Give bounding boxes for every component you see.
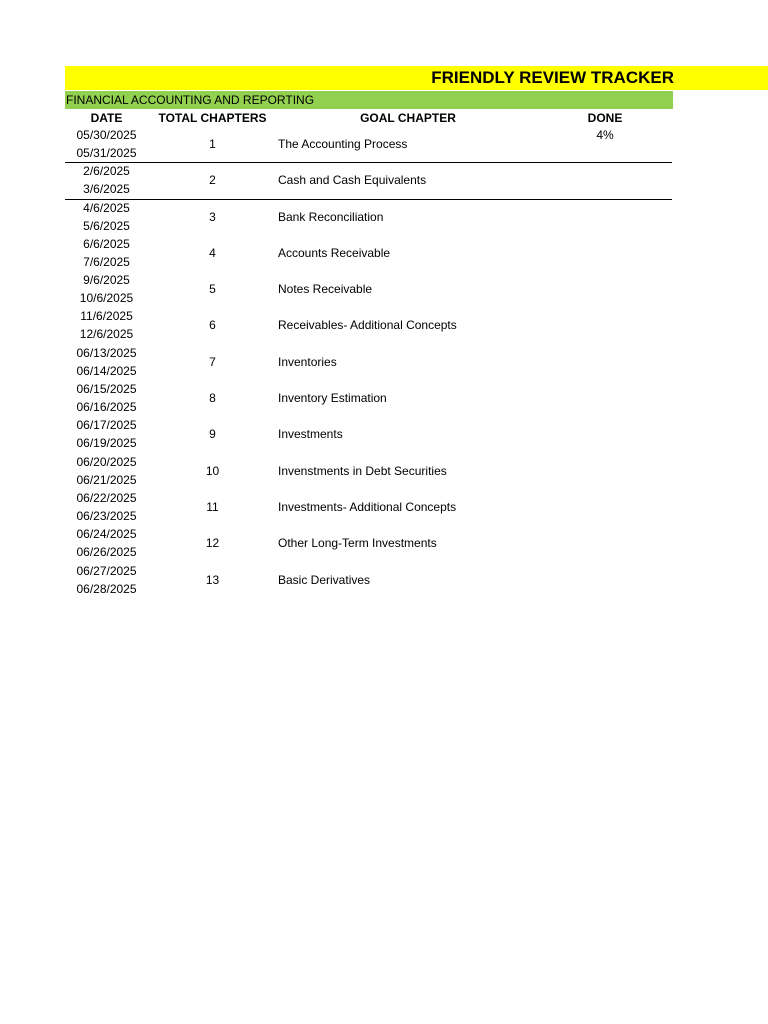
chapter-number: 4 bbox=[209, 245, 216, 260]
start-date: 06/22/2025 bbox=[76, 490, 137, 505]
goal-chapter: Inventories bbox=[278, 354, 337, 369]
column-headers bbox=[65, 110, 672, 126]
goal-chapter: The Accounting Process bbox=[278, 137, 408, 151]
start-date: 06/15/2025 bbox=[76, 382, 137, 397]
goal-chapter: Basic Derivatives bbox=[278, 572, 371, 587]
end-date: 06/19/2025 bbox=[76, 436, 137, 451]
goal-chapter: Cash and Cash Equivalents bbox=[278, 173, 427, 188]
table-row bbox=[65, 381, 672, 417]
start-date: 06/20/2025 bbox=[76, 454, 137, 469]
start-date: 06/17/2025 bbox=[76, 418, 137, 433]
end-date: 06/26/2025 bbox=[76, 545, 137, 560]
end-date: 3/6/2025 bbox=[83, 182, 130, 197]
start-date: 9/6/2025 bbox=[83, 273, 130, 288]
chapter-number: 10 bbox=[205, 463, 220, 478]
table-row bbox=[65, 563, 672, 599]
chapter-number: 1 bbox=[209, 137, 216, 151]
goal-chapter: Accounts Receivable bbox=[278, 245, 391, 260]
start-date: 6/6/2025 bbox=[83, 236, 130, 251]
done-header: DONE bbox=[587, 111, 623, 125]
end-date: 06/28/2025 bbox=[76, 581, 137, 596]
table-row bbox=[65, 526, 672, 562]
end-date: 05/31/2025 bbox=[76, 146, 137, 160]
start-date: 4/6/2025 bbox=[83, 200, 130, 215]
start-date: 06/13/2025 bbox=[76, 345, 137, 360]
table-row bbox=[65, 236, 672, 272]
goal-chapter: Invenstments in Debt Securities bbox=[278, 463, 447, 478]
chapter-number: 12 bbox=[205, 536, 220, 551]
goal-chapter: Notes Receivable bbox=[278, 282, 373, 297]
table-row bbox=[65, 200, 672, 236]
chapter-number: 7 bbox=[209, 354, 216, 369]
start-date: 2/6/2025 bbox=[83, 164, 130, 179]
end-date: 06/16/2025 bbox=[76, 400, 137, 415]
end-date: 10/6/2025 bbox=[79, 291, 134, 306]
start-date: 06/24/2025 bbox=[76, 527, 137, 542]
end-date: 12/6/2025 bbox=[79, 327, 134, 342]
start-date: 05/30/2025 bbox=[76, 128, 137, 142]
goal-chapter-header: GOAL CHAPTER bbox=[360, 111, 456, 125]
date-header: DATE bbox=[90, 111, 123, 125]
start-date: 11/6/2025 bbox=[80, 309, 133, 324]
chapter-number: 8 bbox=[209, 391, 216, 406]
chapter-table bbox=[65, 127, 672, 599]
chapter-number: 9 bbox=[209, 427, 216, 442]
chapter-number: 11 bbox=[206, 499, 219, 514]
end-date: 06/14/2025 bbox=[76, 363, 137, 378]
goal-chapter: Bank Reconciliation bbox=[278, 209, 384, 224]
table-row bbox=[65, 163, 672, 199]
section-header: FINANCIAL ACCOUNTING AND REPORTING bbox=[65, 91, 673, 109]
chapter-number: 6 bbox=[209, 318, 216, 333]
chapter-number: 5 bbox=[209, 282, 216, 297]
total-chapters-header: TOTAL CHAPTERS bbox=[158, 111, 267, 125]
chapter-number: 2 bbox=[209, 173, 216, 188]
table-row bbox=[65, 272, 672, 308]
title-bar bbox=[65, 66, 768, 90]
end-date: 5/6/2025 bbox=[83, 218, 130, 233]
table-row bbox=[65, 308, 672, 344]
goal-chapter: Inventory Estimation bbox=[278, 391, 387, 406]
start-date: 06/27/2025 bbox=[76, 563, 137, 578]
goal-chapter: Other Long-Term Investments bbox=[278, 536, 437, 551]
table-row bbox=[65, 127, 672, 163]
table-row bbox=[65, 345, 672, 381]
goal-chapter: Receivables- Additional Concepts bbox=[278, 318, 457, 333]
table-row bbox=[65, 490, 672, 526]
done-percent: 4% bbox=[596, 128, 614, 142]
table-row bbox=[65, 417, 672, 453]
chapter-number: 3 bbox=[209, 209, 216, 224]
chapter-number: 13 bbox=[205, 572, 220, 587]
end-date: 06/21/2025 bbox=[76, 472, 137, 487]
goal-chapter: Investments bbox=[278, 427, 343, 442]
tracker-title: FRIENDLY REVIEW TRACKER bbox=[431, 68, 674, 87]
end-date: 06/23/2025 bbox=[76, 508, 137, 523]
end-date: 7/6/2025 bbox=[83, 254, 130, 269]
goal-chapter: Investments- Additional Concepts bbox=[278, 499, 457, 514]
table-row bbox=[65, 454, 672, 490]
